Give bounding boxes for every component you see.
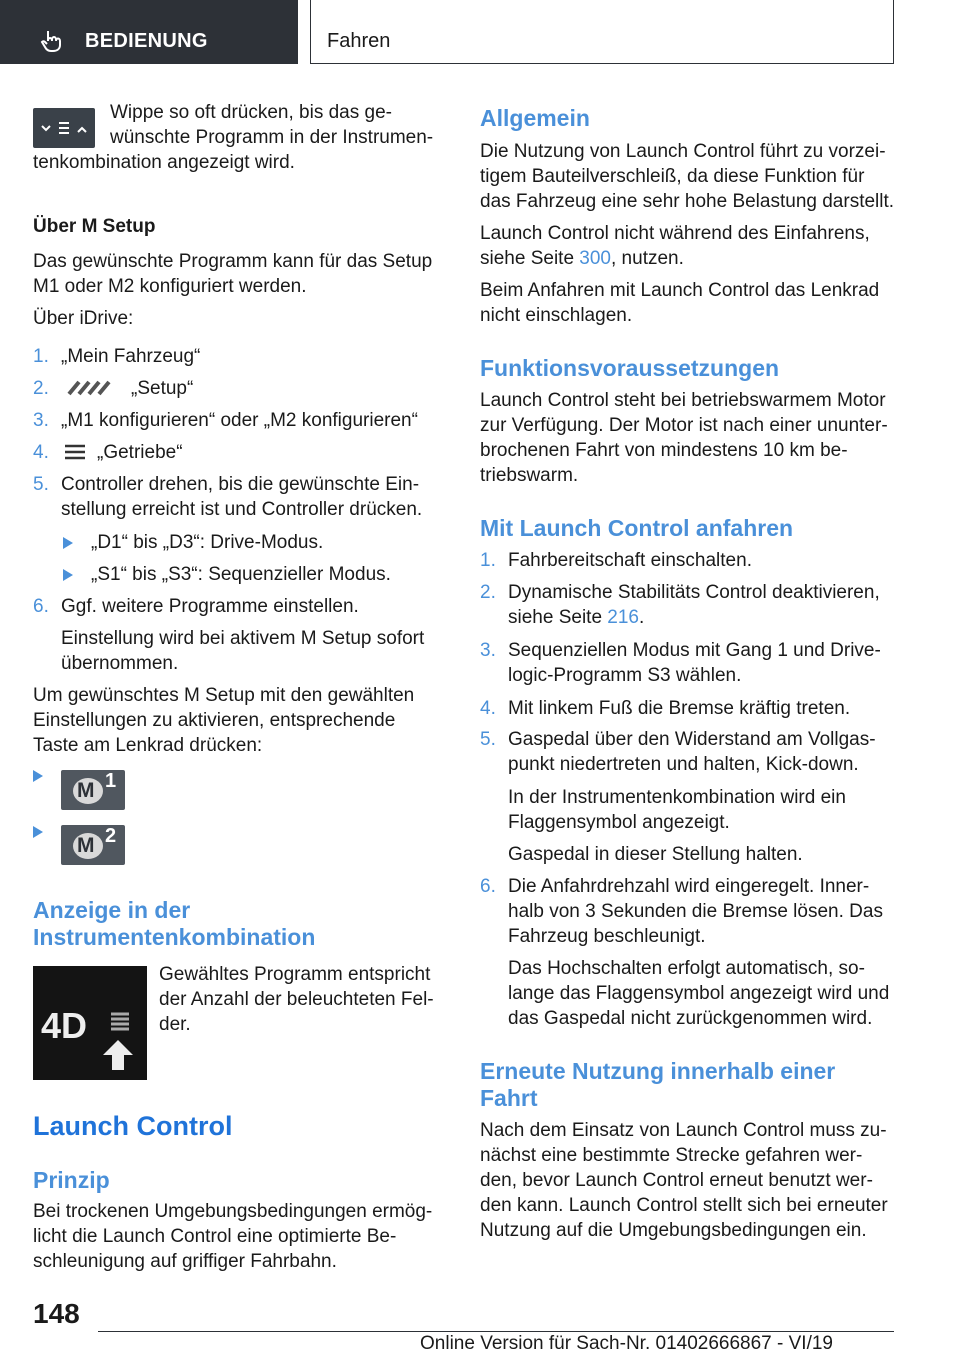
bullet-arrow-icon — [63, 569, 73, 581]
list-number: 2. — [33, 378, 49, 399]
section-heading: Anzeige in der — [33, 897, 191, 923]
list-text: stellung erreicht ist und Controller drücken. — [61, 499, 423, 520]
list-text: Die Anfahrdrehzahl wird eingeregelt. Inner- — [508, 876, 870, 897]
list-item — [33, 376, 443, 401]
list-item — [480, 580, 894, 630]
text: , nutzen. — [611, 248, 684, 269]
list-number: 6. — [33, 596, 49, 617]
list-text: Controller drehen, bis die gewünschte Ein- — [61, 474, 420, 495]
section-heading: Funktionsvoraussetzungen — [480, 355, 780, 381]
list-item — [480, 548, 894, 573]
paragraph: Einstellungen zu aktivieren, entsprechende — [33, 710, 396, 731]
bullet-arrow-icon — [63, 537, 73, 549]
paragraph — [480, 246, 684, 271]
list-text: „M1 konfigurieren“ oder „M2 konfigurieren“ — [61, 410, 418, 431]
list-text: „Setup“ — [131, 378, 194, 399]
list-number: 4. — [480, 698, 496, 719]
list-number: 3. — [480, 640, 496, 661]
text: siehe Seite — [480, 248, 580, 269]
section-heading: Fahrt — [480, 1085, 538, 1111]
list-item — [480, 727, 894, 777]
section-heading: Mit Launch Control anfahren — [480, 515, 794, 541]
list-item — [480, 874, 894, 949]
paragraph: den, bevor Launch Control erneut benutzt wer- — [480, 1170, 873, 1191]
paragraph: Launch Control steht bei betriebswarmem Motor — [480, 390, 886, 411]
list-number: 6. — [480, 876, 496, 897]
paragraph: das Fahrzeug eine sehr hohe Belastung darstellt. — [480, 191, 895, 212]
paragraph: nächst eine bestimmte Strecke gefahren wer- — [480, 1145, 863, 1166]
note-line: lange das Flaggensymbol angezeigt wird und — [508, 983, 890, 1004]
m2-number: 2 — [105, 825, 117, 847]
paragraph: Das gewünschte Programm kann für das Setup — [33, 251, 433, 272]
paragraph: Bei trockenen Umgebungsbedingungen ermög- — [33, 1201, 433, 1222]
list-item — [33, 594, 443, 619]
list-number: 5. — [33, 474, 49, 495]
list-text: Fahrbereitschaft einschalten. — [508, 550, 752, 571]
list-text: „Getriebe“ — [97, 442, 183, 463]
section-heading: Allgemein — [480, 105, 590, 131]
bullet-arrow-icon — [33, 770, 43, 782]
text: . — [639, 607, 645, 628]
list-item — [33, 472, 453, 522]
paragraph: triebswarm. — [480, 465, 579, 486]
note-line: Flaggensymbol angezeigt. — [508, 812, 730, 833]
section-heading: Instrumentenkombination — [33, 924, 316, 950]
gear-display-text: 4D — [41, 1005, 88, 1046]
section-heading: Erneute Nutzung innerhalb einer — [480, 1058, 836, 1084]
paragraph: brochenen Fahrt von mindestens 10 km be- — [480, 440, 848, 461]
msetup-heading: Über M Setup — [33, 216, 156, 237]
paragraph: licht die Launch Control eine optimierte Be- — [33, 1226, 397, 1247]
chapter-heading: Launch Control — [33, 1111, 233, 1141]
paragraph: Nutzung auf die Umgebungsbedingungen ein. — [480, 1220, 867, 1241]
instrument-display-image — [33, 966, 147, 1080]
m1-letter: M — [77, 779, 95, 802]
paragraph: Launch Control nicht während des Einfahrens, — [480, 223, 870, 244]
page-number: 148 — [33, 1298, 80, 1329]
section-label: BEDIENUNG — [85, 30, 208, 52]
list-number: 5. — [480, 729, 496, 750]
list-number: 1. — [480, 550, 496, 571]
rocker-switch-icon — [33, 108, 95, 148]
m2-letter: M — [77, 834, 95, 857]
paragraph: Um gewünschtes M Setup mit den gewählten — [33, 685, 415, 706]
paragraph: Beim Anfahren mit Launch Control das Lenkrad — [480, 280, 880, 301]
note-line: übernommen. — [61, 653, 179, 674]
paragraph: Die Nutzung von Launch Control führt zu vorzei- — [480, 141, 886, 162]
paragraph: tigem Bauteilverschleiß, da diese Funktion für — [480, 166, 865, 187]
intro-line: wünschte Programm in der Instrumen- — [110, 127, 434, 148]
list-text: „Mein Fahrzeug“ — [61, 346, 201, 367]
paragraph: Gewähltes Programm entspricht — [159, 964, 431, 985]
chapter-tab — [310, 0, 894, 64]
list-text: punkt niedertreten und halten, Kick-down. — [508, 754, 859, 775]
paragraph: Nach dem Einsatz von Launch Control muss zu- — [480, 1120, 887, 1141]
m1-number: 1 — [105, 770, 117, 792]
settings-stripes-icon — [63, 380, 119, 396]
intro-line: tenkombination angezeigt wird. — [33, 152, 295, 173]
list-text: Gaspedal über den Widerstand am Vollgas- — [508, 729, 876, 750]
paragraph: M1 oder M2 konfiguriert werden. — [33, 276, 307, 297]
sub-item: „D1“ bis „D3“: Drive-Modus. — [91, 532, 324, 553]
sub-item: „S1“ bis „S3“: Sequenzieller Modus. — [91, 564, 391, 585]
list-item — [33, 440, 443, 465]
list-text: Ggf. weitere Programme einstellen. — [61, 596, 359, 617]
note-line: Das Hochschalten erfolgt automatisch, so- — [508, 958, 865, 979]
paragraph: schleunigung auf griffiger Fahrbahn. — [33, 1251, 337, 1272]
bullet-arrow-icon — [33, 826, 43, 838]
chapter-label: Fahren — [327, 30, 391, 52]
list-number: 4. — [33, 442, 49, 463]
upshift-arrow-icon — [101, 1038, 135, 1072]
list-text: Dynamische Stabilitäts Control deaktivieren, — [508, 582, 880, 603]
note-line: das Gaspedal nicht zurückgenommen wird. — [508, 1008, 873, 1029]
list-text: halb von 3 Sekunden die Bremse lösen. Das — [508, 901, 883, 922]
m2-button-icon — [61, 825, 125, 865]
paragraph: Über iDrive: — [33, 308, 134, 329]
note-line: In der Instrumentenkombination wird ein — [508, 787, 846, 808]
paragraph: der. — [159, 1014, 191, 1035]
list-item — [33, 408, 453, 433]
list-number: 3. — [33, 410, 49, 431]
paragraph: den kann. Launch Control stellt sich bei erneuter — [480, 1195, 888, 1216]
intro-line: Wippe so oft drücken, bis das ge- — [110, 102, 392, 123]
paragraph: nicht einschlagen. — [480, 305, 633, 326]
program-bars-icon — [109, 1010, 133, 1034]
footer-divider — [98, 1331, 894, 1332]
note-line: Gaspedal in dieser Stellung halten. — [508, 844, 803, 865]
section-tab — [0, 0, 298, 64]
list-text: logic-Programm S3 wählen. — [508, 665, 742, 686]
footer-text: Online Version für Sach-Nr. 01402666867 - VI/19 — [420, 1333, 833, 1354]
hand-icon — [40, 29, 64, 53]
list-text: Mit linkem Fuß die Bremse kräftig treten. — [508, 698, 851, 719]
note-line: Einstellung wird bei aktivem M Setup sofort — [61, 628, 425, 649]
paragraph: zur Verfügung. Der Motor ist nach einer ununter- — [480, 415, 888, 436]
list-item — [33, 344, 443, 369]
list-number: 2. — [480, 582, 496, 603]
list-item — [480, 638, 894, 688]
transmission-icon — [63, 442, 87, 462]
list-text: Fahrzeug beschleunigt. — [508, 926, 706, 947]
list-text: Sequenziellen Modus mit Gang 1 und Drive- — [508, 640, 881, 661]
list-item — [480, 696, 894, 721]
text: siehe Seite — [508, 607, 608, 628]
list-number: 1. — [33, 346, 49, 367]
list-text — [508, 605, 644, 630]
paragraph: der Anzahl der beleuchteten Fel- — [159, 989, 434, 1010]
page-link[interactable]: 300 — [579, 248, 611, 269]
m1-button-icon — [61, 770, 125, 810]
page-link[interactable]: 216 — [607, 607, 639, 628]
paragraph: Taste am Lenkrad drücken: — [33, 735, 263, 756]
section-heading: Prinzip — [33, 1167, 110, 1193]
